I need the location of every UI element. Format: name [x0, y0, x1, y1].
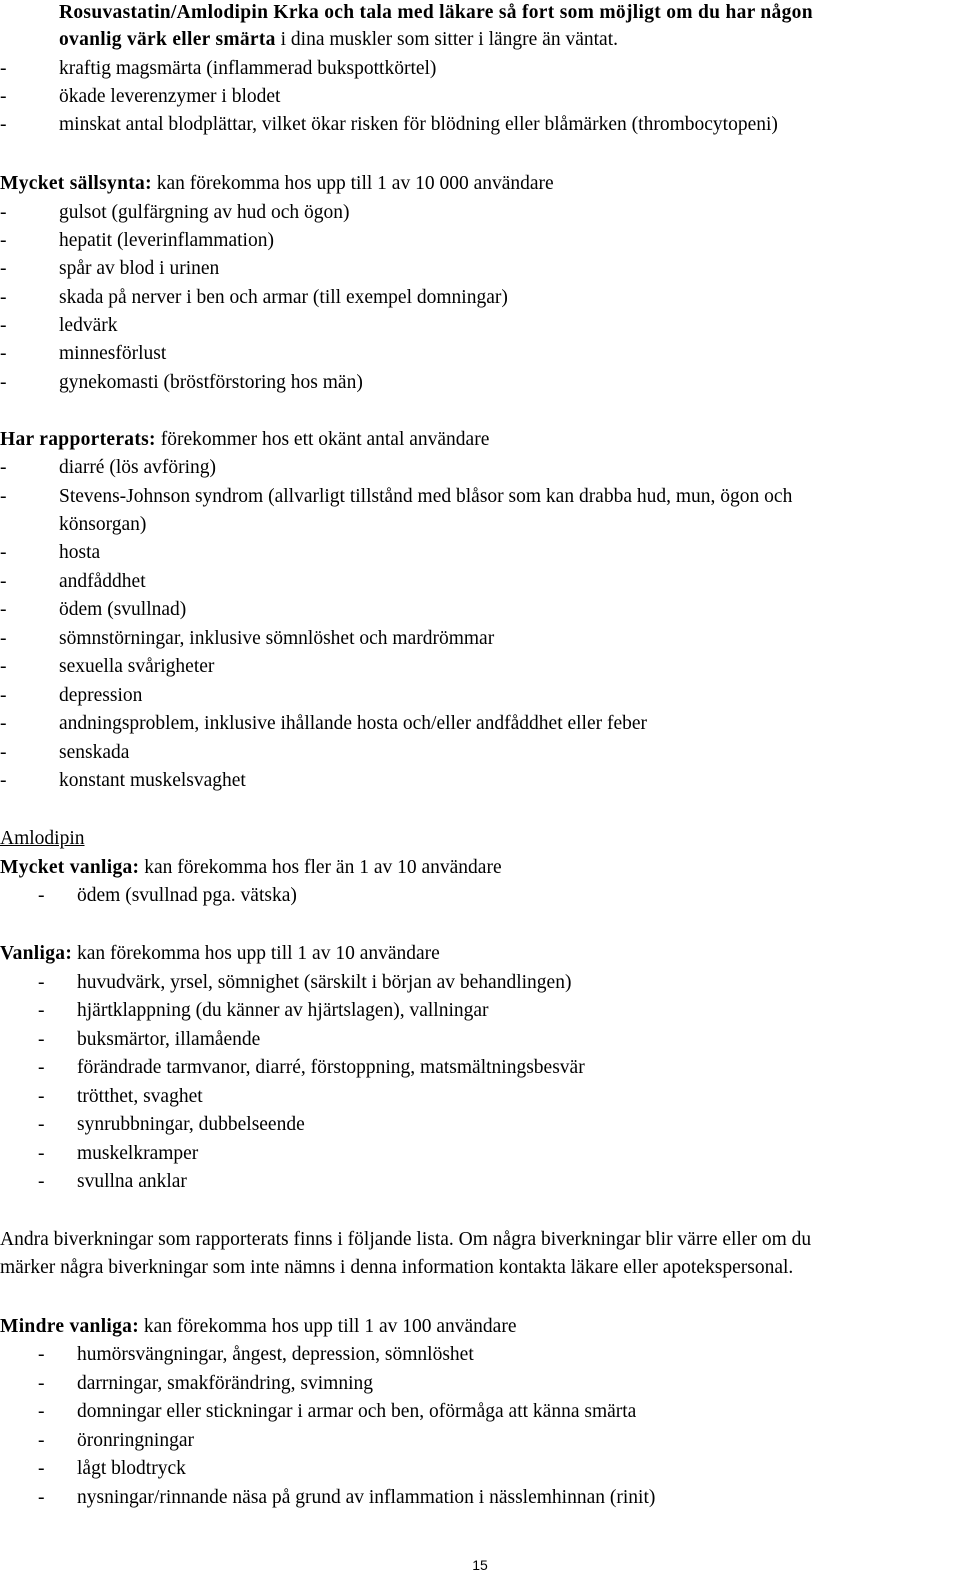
dash: -	[0, 114, 7, 135]
list-item-text: diarré (lös avföring)	[59, 457, 217, 478]
list-item-text: kraftig magsmärta (inflammerad bukspottkörtel)	[59, 58, 437, 79]
dash: -	[0, 542, 7, 563]
dash: -	[0, 58, 7, 79]
dash: -	[38, 1487, 45, 1508]
list-item-text: ödem (svullnad pga. vätska)	[77, 885, 297, 906]
page-number: 15	[472, 1557, 488, 1573]
dash: -	[0, 372, 7, 393]
list-item-text: senskada	[59, 742, 130, 763]
list-item-text: andningsproblem, inklusive ihållande hosta och/eller andfåddhet eller feber	[59, 713, 648, 734]
list-item-text: svullna anklar	[77, 1171, 187, 1192]
dash: -	[0, 599, 7, 620]
section-title-amlodipin: Amlodipin	[0, 828, 85, 849]
list-item-text: buksmärtor, illamående	[77, 1029, 261, 1050]
list-item-text: minskat antal blodplättar, vilket ökar risken för blödning eller blåmärken (thrombocytopeni)	[59, 114, 778, 135]
list-item-text: hjärtklappning (du känner av hjärtslagen), vallningar	[77, 1000, 489, 1021]
dash: -	[38, 885, 45, 906]
list-item-text: förändrade tarmvanor, diarré, förstoppning, matsmältningsbesvär	[77, 1057, 585, 1078]
list-item-text: spår av blod i urinen	[59, 258, 220, 279]
dash: -	[0, 258, 7, 279]
section-heading	[0, 170, 554, 198]
list-item-text: depression	[59, 685, 143, 706]
heading-rest: kan förekomma hos upp till 1 av 100 användare	[139, 1316, 517, 1337]
heading-bold: Mindre vanliga:	[0, 1316, 140, 1337]
dash: -	[0, 770, 7, 791]
intro-line-2	[59, 26, 618, 54]
list-item-text: huvudvärk, yrsel, sömnighet (särskilt i början av behandlingen)	[77, 972, 572, 993]
dash: -	[38, 1373, 45, 1394]
list-item-text: Stevens-Johnson syndrom (allvarligt tillstånd med blåsor som kan drabba hud, mun, ögon och	[59, 486, 793, 507]
dash: -	[38, 1401, 45, 1422]
list-item-text: muskelkramper	[77, 1143, 199, 1164]
list-item-text: sömnstörningar, inklusive sömnlöshet och mardrömmar	[59, 628, 495, 649]
intro-line-1: Rosuvastatin/Amlodipin Krka och tala med läkare så fort som möjligt om du har någon	[59, 2, 813, 23]
dash: -	[38, 1171, 45, 1192]
dash: -	[0, 742, 7, 763]
dash: -	[38, 1029, 45, 1050]
section-heading	[0, 940, 440, 968]
heading-rest: förekommer hos ett okänt antal användare	[155, 429, 490, 450]
list-item-text: lågt blodtryck	[77, 1458, 186, 1479]
dash: -	[0, 486, 7, 507]
dash: -	[38, 1344, 45, 1365]
list-item-text: ödem (svullnad)	[59, 599, 187, 620]
section-heading	[0, 426, 489, 454]
list-item-text: domningar eller stickningar i armar och ben, oförmåga att känna smärta	[77, 1401, 637, 1422]
dash: -	[0, 656, 7, 677]
list-item-text: öronringningar	[77, 1430, 194, 1451]
list-item-text: ledvärk	[59, 315, 118, 336]
paragraph-line-2: märker några biverkningar som inte nämns i denna information kontakta läkare eller apotekspersonal.	[0, 1257, 794, 1278]
dash: -	[38, 1143, 45, 1164]
list-item-text: darrningar, smakförändring, svimning	[77, 1373, 373, 1394]
list-item-text: ökade leverenzymer i blodet	[59, 86, 281, 107]
dash: -	[0, 315, 7, 336]
dash: -	[0, 571, 7, 592]
list-item-text: sexuella svårigheter	[59, 656, 215, 677]
list-item-text: trötthet, svaghet	[77, 1086, 203, 1107]
list-item-text: synrubbningar, dubbelseende	[77, 1114, 305, 1135]
list-item-text: nysningar/rinnande näsa på grund av inflammation i nässlemhinnan (rinit)	[77, 1487, 656, 1508]
list-item-text: konstant muskelsvaghet	[59, 770, 246, 791]
dash: -	[38, 1114, 45, 1135]
dash: -	[0, 202, 7, 223]
dash: -	[0, 713, 7, 734]
dash: -	[38, 1057, 45, 1078]
heading-bold: Mycket vanliga:	[0, 857, 140, 878]
list-item-text: andfåddhet	[59, 571, 146, 592]
paragraph-line-1: Andra biverkningar som rapporterats finns i följande lista. Om några biverkningar blir värre eller om du	[0, 1229, 812, 1250]
dash: -	[38, 972, 45, 993]
dash: -	[0, 457, 7, 478]
list-item-text: gulsot (gulfärgning av hud och ögon)	[59, 202, 350, 223]
dash: -	[38, 1000, 45, 1021]
dash: -	[38, 1458, 45, 1479]
intro-tail: i dina muskler som sitter i längre än väntat.	[275, 29, 618, 50]
list-item-text: minnesförlust	[59, 343, 167, 364]
dash: -	[38, 1086, 45, 1107]
list-item-text: humörsvängningar, ångest, depression, sömnlöshet	[77, 1344, 474, 1365]
heading-rest: kan förekomma hos upp till 1 av 10 användare	[72, 943, 440, 964]
list-item-text: skada på nerver i ben och armar (till exempel domningar)	[59, 287, 508, 308]
dash: -	[0, 287, 7, 308]
section-heading	[0, 854, 502, 882]
intro-bold: ovanlig värk eller smärta	[59, 29, 276, 50]
dash: -	[0, 628, 7, 649]
list-item-text: hosta	[59, 542, 101, 563]
dash: -	[0, 343, 7, 364]
dash: -	[0, 685, 7, 706]
list-item-continuation: könsorgan)	[59, 514, 147, 535]
section-heading	[0, 1313, 516, 1341]
dash: -	[38, 1430, 45, 1451]
heading-bold: Har rapporterats:	[0, 429, 156, 450]
list-item-text: gynekomasti (bröstförstoring hos män)	[59, 372, 363, 393]
heading-bold: Mycket sällsynta:	[0, 173, 152, 194]
heading-bold: Vanliga:	[0, 943, 73, 964]
list-item-text: hepatit (leverinflammation)	[59, 230, 274, 251]
heading-rest: kan förekomma hos upp till 1 av 10 000 användare	[151, 173, 554, 194]
heading-rest: kan förekomma hos fler än 1 av 10 användare	[139, 857, 502, 878]
dash: -	[0, 230, 7, 251]
dash: -	[0, 86, 7, 107]
